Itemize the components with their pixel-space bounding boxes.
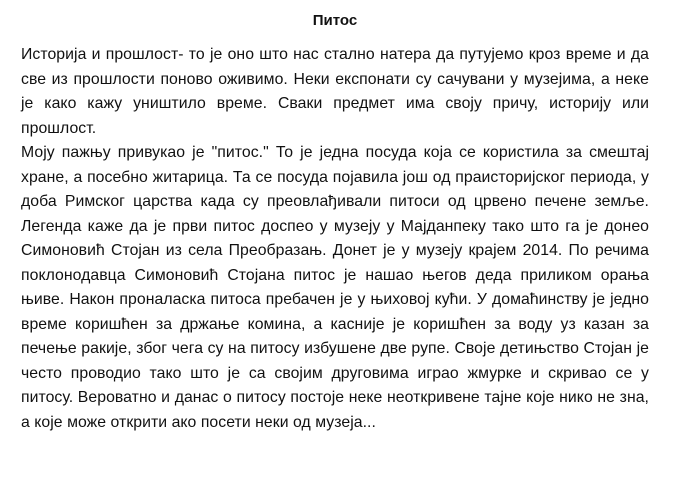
document-title: Питос	[312, 12, 358, 29]
document-body	[21, 43, 649, 435]
paragraph-intro: Историја и прошлост- то је оно што нас стално натера да путујемо кроз време и да све из прошлости поново оживимо. Неки експонати су сачувани у музејима, а неке је како кажу уништило време. Сваки предмет има своју причу, историју или прошлост.	[21, 46, 649, 137]
paragraph-pithos-story: Моју пажњу привукао је "питос." То је једна посуда која се користила за смештај хране, а посебно житарица. Та се посуда појавила још од праисторијског периода, у доба Римског царства када су преовлађивали питоси од црвено печене земље. Легенда каже да је први питос доспео у музеју у Мајданпеку тако што га је донео Симоновић Стојан из села Преобразањ. Донет је у музеју крајем 2014. По речима поклонодавца Симоновић Стојана питос је нашао његов деда приликом орања њиве. Након проналаска питоса пребачен је у њиховој кући. У домаћинству је једно време коришћен за држање комина, а касније је коришћен за воду уз казан за печење ракије, због чега су на питосу избушене две рупе. Своје детињство Стојан је често проводио тако што је са својим друговима играо жмурке и скривао се у питосу. Вероватно и данас о питосу постоје неке неоткривене тајне које нико не зна, а које може открити ако посети неки од музеја...	[21, 144, 649, 431]
